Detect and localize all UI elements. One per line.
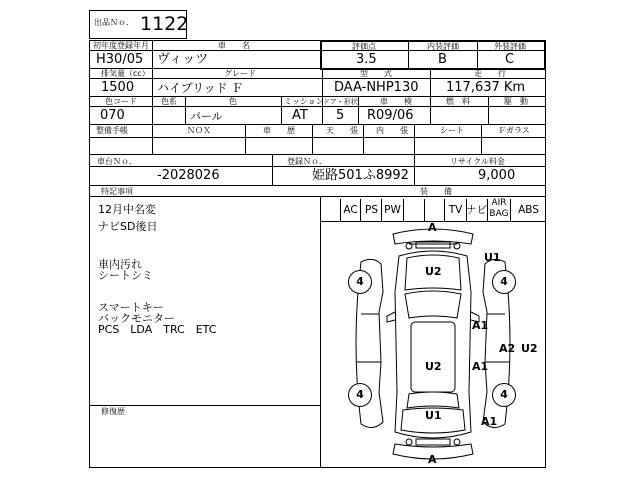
color-code-value: 070 (100, 108, 125, 123)
tire-front-left: 4 (348, 270, 372, 294)
damage-door-mid: A2 (499, 342, 516, 355)
chassis-label: 車台Ｎｏ． (97, 157, 137, 166)
equipment-title: 装 備 (420, 187, 452, 196)
repair-history-title: 修復歴 (101, 407, 125, 416)
note-line: ナビSD後日 (98, 220, 158, 233)
recycle-label: リサイクル料金 (450, 157, 505, 166)
damage-door-mid-right: U2 (521, 342, 538, 355)
nox-label: ＮＯＸ (187, 126, 211, 135)
doors-value: 5 (336, 108, 345, 123)
note-line: バックモニター (98, 312, 175, 325)
equipment-item: ナビ (466, 204, 487, 216)
lot-number-label: 出品Ｎｏ． (94, 18, 134, 27)
note-line: スマートキー (98, 301, 164, 314)
tire-rear-right: 4 (492, 383, 516, 407)
score-label: 評価点 (352, 42, 376, 51)
damage-hood: U2 (425, 265, 442, 278)
plate-label: 登録Ｎｏ． (287, 157, 327, 166)
equipment-item: AC (343, 204, 358, 216)
chassis-value: -2028026 (157, 168, 220, 183)
grade-value: ハイブリッド Ｆ (157, 81, 244, 95)
model-label: 型 式 (360, 69, 392, 78)
equipment-row (320, 199, 546, 221)
color-value: パール (190, 110, 223, 123)
drive-label: 駆 動 (504, 97, 528, 106)
car-name-value: ヴィッツ (157, 52, 209, 67)
displacement-label: 排気量（cc） (101, 69, 150, 78)
first-reg-label: 初年度登録年月 (93, 41, 149, 50)
damage-door-front: A1 (472, 319, 489, 332)
damage-rear: A (428, 453, 437, 466)
equipment-item: AIR BAG (489, 198, 509, 219)
damage-right-front-top: U1 (484, 251, 501, 264)
note-line: 12月中名変 (98, 203, 156, 216)
note-line: 車内汚れ (98, 258, 142, 271)
mileage-label: 走 行 (474, 69, 506, 78)
damage-trunk: U1 (425, 409, 442, 422)
equipment-item: TV (448, 204, 463, 216)
history-label: 車 歴 (263, 126, 295, 135)
sunroof-label: 天 張 (326, 126, 358, 135)
model-value: DAA-NHP130 (334, 80, 419, 95)
exterior-label: 外装評価 (494, 42, 526, 51)
car-name-label: 車 名 (218, 41, 250, 50)
damage-front: A (428, 221, 437, 234)
interior-value: B (438, 52, 447, 67)
mission-label: ミッション (284, 97, 324, 106)
color-code-label: 色コード (105, 97, 137, 106)
equipment-item: ABS (518, 204, 539, 216)
exterior-value: C (505, 52, 515, 67)
interior-roof-label: 内 張 (376, 126, 408, 135)
note-line: シートシミ (98, 269, 153, 282)
notes-title: 特記事項 (101, 187, 133, 196)
damage-rear-fender: A1 (481, 415, 498, 428)
grade-label: グレード (224, 69, 256, 78)
damage-door-rear: A1 (472, 360, 489, 373)
door-shape-label: ドア・形状 (323, 98, 358, 106)
color-label: 色 (229, 97, 237, 106)
tire-rear-left: 4 (348, 383, 372, 407)
interior-label: 内装評価 (427, 42, 459, 51)
manual-label: 整備手帳 (96, 126, 128, 135)
damage-roof: U2 (425, 360, 442, 373)
seat-label: シート (440, 126, 464, 135)
displacement-value: 1500 (101, 80, 135, 95)
score-value: 3.5 (356, 52, 377, 67)
glass-label: Ｆガラス (498, 126, 530, 135)
equipment-item: PW (384, 204, 401, 216)
equipment-item: PS (365, 204, 378, 216)
plate-value: 姫路501ふ8992 (312, 168, 409, 183)
fuel-label: 燃 料 (446, 97, 470, 106)
note-line: PCS LDA TRC ETC (98, 323, 217, 336)
color-system-label: 色系 (161, 97, 177, 106)
inspection-label: 車 検 (380, 97, 412, 106)
mission-value: AT (292, 108, 308, 123)
first-reg-value: H30/05 (96, 52, 144, 67)
tire-front-right: 4 (492, 270, 516, 294)
lot-number: 1122 (140, 13, 189, 35)
recycle-value: 9,000 (478, 168, 516, 183)
inspection-value: R09/06 (367, 108, 414, 123)
mileage-value: 117,637 Km (446, 80, 526, 95)
